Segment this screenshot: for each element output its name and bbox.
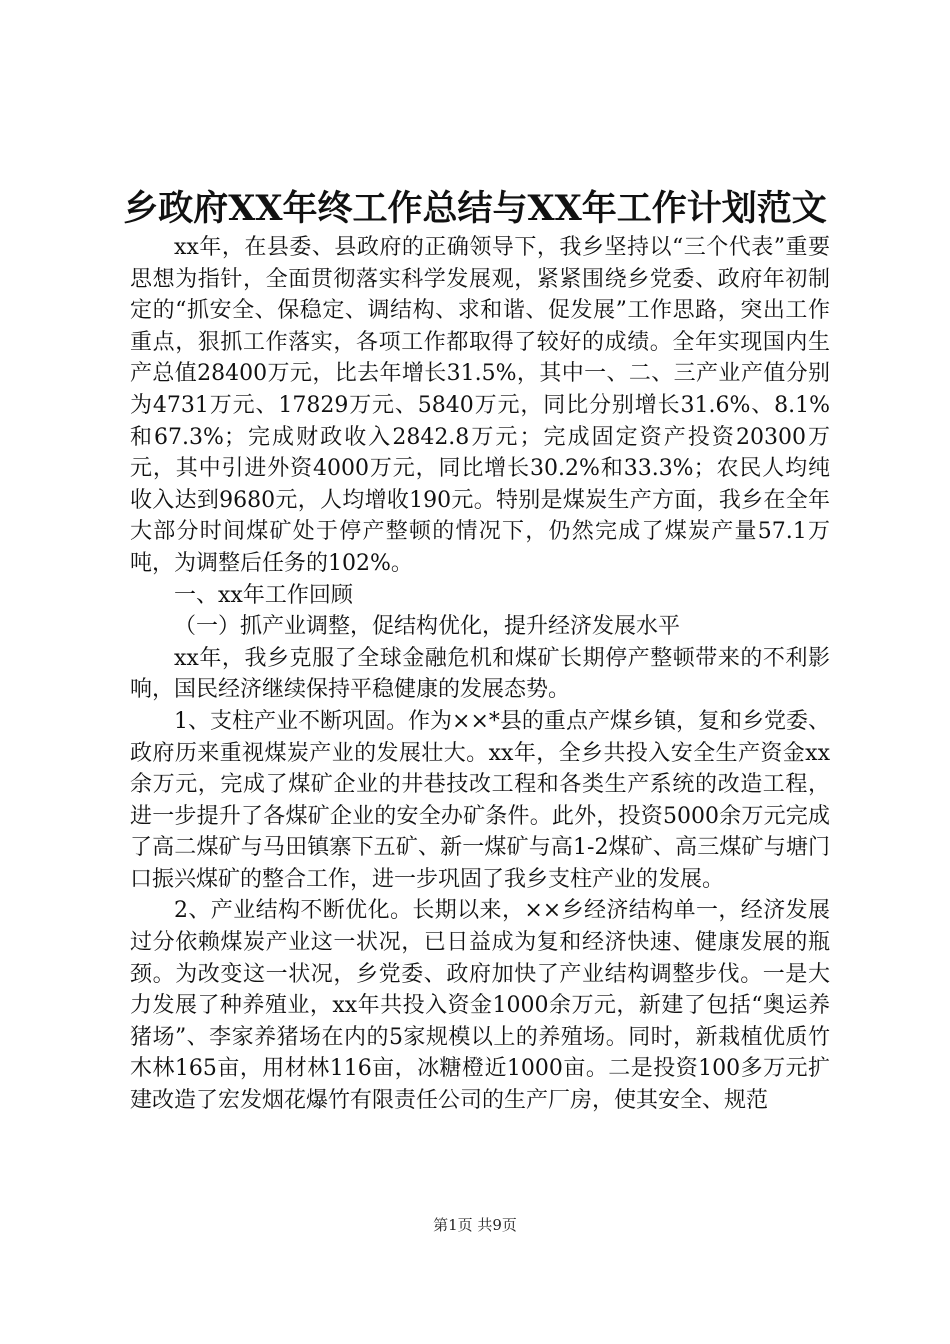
subsection-heading: （一）抓产业调整，促结构优化，提升经济发展水平	[174, 614, 681, 640]
body-paragraph: 1、支柱产业不断巩固。作为××*县的重点产煤乡镇，复和乡党委、政府历来重视煤炭产业的发展壮大。xx年，全乡共投入安全生产资金xx余万元，完成了煤矿企业的井巷技改工程和各类生产系统的改造工程，进一步提升了各煤矿企业的安全办矿条件。此外，投资5000余万元完成了高二煤矿与马田镇寨下五矿、新一煤矿与高1-2煤矿、高三煤矿与塘门口振兴煤矿的整合工作，进一步巩固了我乡支柱产业的发展。	[130, 708, 830, 892]
body-paragraph: xx年，我乡克服了全球金融危机和煤矿长期停产整顿带来的不利影响，国民经济继续保持平稳健康的发展态势。	[130, 645, 830, 703]
document-title: 乡政府XX年终工作总结与XX年工作计划范文	[123, 188, 827, 229]
intro-paragraph: xx年，在县委、县政府的正确领导下，我乡坚持以“三个代表”重要思想为指针，全面贯彻落实科学发展观，紧紧围绕乡党委、政府年初制定的“抓安全、保稳定、调结构、求和谐、促发展”工作思路，突出工作重点，狠抓工作落实，各项工作都取得了较好的成绩。全年实现国内生产总值28400万元，比去年增长31.5%，其中一、二、三产业产值分别为4731万元、17829万元、5840万元，同比分别增长31.6%、8.1%和67.3%；完成财政收入2842.8万元；完成固定资产投资20300万元，其中引进外资4000万元，同比增长30.2%和33.3%；农民人均纯收入达到9680元，人均增收190元。特别是煤炭生产方面，我乡在全年大部分时间煤矿处于停产整顿的情况下，仍然完成了煤炭产量57.1万吨，为调整后任务的102%。	[130, 235, 830, 576]
section-heading: 一、xx年工作回顾	[174, 582, 353, 608]
document-body	[130, 232, 830, 1117]
page-footer: 第1页 共9页	[433, 1216, 517, 1234]
body-paragraph: 2、产业结构不断优化。长期以来，××乡经济结构单一，经济发展过分依赖煤炭产业这一状况，已日益成为复和经济快速、健康发展的瓶颈。为改变这一状况，乡党委、政府加快了产业结构调整步伐。一是大力发展了种养殖业，xx年共投入资金1000余万元，新建了包括“奥运养猪场”、李家养猪场在内的5家规模以上的养殖场。同时，新栽植优质竹木林165亩，用材林116亩，冰糖橙近1000亩。二是投资100多万元扩建改造了宏发烟花爆竹有限责任公司的生产厂房，使其安全、规范	[130, 898, 830, 1114]
